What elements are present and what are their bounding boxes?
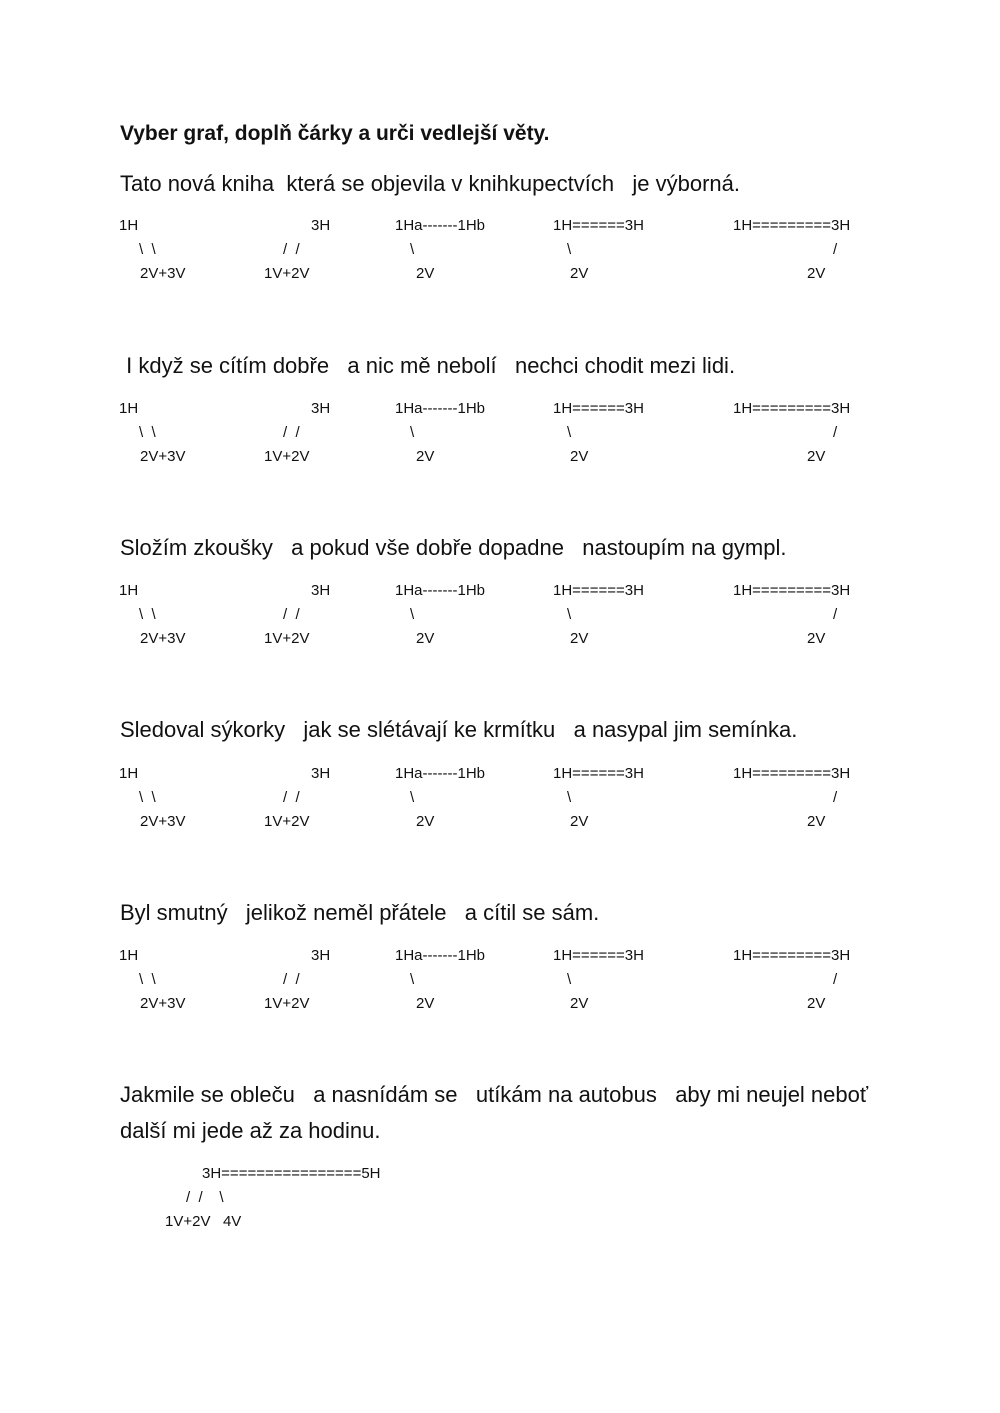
graph-option-5-branches: / — [833, 241, 838, 258]
graph-option-3-branches: \ — [410, 606, 415, 623]
graph-option-5-top[interactable]: 1H=========3H — [733, 217, 851, 234]
graph-option-4-top[interactable]: 1H======3H — [553, 582, 644, 599]
graph-option-4-branches: \ — [567, 606, 572, 623]
graph-option-3-branches: \ — [410, 241, 415, 258]
graph-option-1-branches: \ \ — [139, 241, 156, 258]
exercise-sentence: Sledoval sýkorky jak se slétávají ke krmítku a nasypal jim semínka. — [120, 717, 798, 742]
graph-option-3-bottom[interactable]: 2V — [416, 995, 435, 1012]
graph-option-5-branches: / — [833, 606, 838, 623]
graph-option-1-branches: \ \ — [139, 789, 156, 806]
graph-options — [0, 582, 1000, 662]
exercise-sentence: I když se cítím dobře a nic mě nebolí nechci chodit mezi lidi. — [120, 353, 736, 378]
graph-option-2-branches: / / — [283, 789, 300, 806]
graph-option-5-branches: / — [833, 789, 838, 806]
final-graph-top: 3H================5H — [202, 1165, 381, 1182]
graph-option-4-top[interactable]: 1H======3H — [553, 765, 644, 782]
worksheet-heading: Vyber graf, doplň čárky a urči vedlejší věty. — [120, 122, 550, 145]
graph-option-5-top[interactable]: 1H=========3H — [733, 765, 851, 782]
graph-option-5-top[interactable]: 1H=========3H — [733, 400, 851, 417]
graph-option-1-top[interactable]: 1H — [119, 582, 139, 599]
graph-option-3-top[interactable]: 1Ha-------1Hb — [395, 400, 485, 417]
graph-option-3-bottom[interactable]: 2V — [416, 265, 435, 282]
graph-option-2-branches: / / — [283, 971, 300, 988]
final-graph-bottom: 1V+2V 4V — [165, 1213, 242, 1230]
graph-option-1-top[interactable]: 1H — [119, 765, 139, 782]
graph-option-2-bottom[interactable]: 1V+2V — [264, 995, 310, 1012]
graph-option-4-bottom[interactable]: 2V — [570, 995, 589, 1012]
graph-option-2-branches: / / — [283, 606, 300, 623]
graph-option-3-top[interactable]: 1Ha-------1Hb — [395, 947, 485, 964]
graph-option-1-branches: \ \ — [139, 971, 156, 988]
graph-option-4-top[interactable]: 1H======3H — [553, 947, 644, 964]
graph-option-3-branches: \ — [410, 424, 415, 441]
graph-option-4-branches: \ — [567, 789, 572, 806]
graph-option-4-bottom[interactable]: 2V — [570, 630, 589, 647]
graph-option-1-top[interactable]: 1H — [119, 217, 139, 234]
graph-options — [0, 400, 1000, 480]
graph-option-5-bottom[interactable]: 2V — [807, 265, 826, 282]
graph-option-2-branches: / / — [283, 424, 300, 441]
graph-options — [0, 217, 1000, 297]
graph-option-1-bottom[interactable]: 2V+3V — [140, 995, 186, 1012]
graph-option-1-bottom[interactable]: 2V+3V — [140, 265, 186, 282]
graph-option-3-bottom[interactable]: 2V — [416, 813, 435, 830]
graph-option-2-bottom[interactable]: 1V+2V — [264, 448, 310, 465]
graph-option-5-bottom[interactable]: 2V — [807, 448, 826, 465]
graph-option-3-bottom[interactable]: 2V — [416, 630, 435, 647]
graph-option-5-bottom[interactable]: 2V — [807, 995, 826, 1012]
graph-option-2-bottom[interactable]: 1V+2V — [264, 265, 310, 282]
graph-option-2-branches: / / — [283, 241, 300, 258]
graph-option-4-bottom[interactable]: 2V — [570, 813, 589, 830]
graph-options — [0, 947, 1000, 1027]
graph-option-2-top[interactable]: 3H — [311, 400, 331, 417]
graph-option-1-bottom[interactable]: 2V+3V — [140, 630, 186, 647]
graph-option-4-bottom[interactable]: 2V — [570, 448, 589, 465]
graph-option-4-branches: \ — [567, 971, 572, 988]
graph-option-3-branches: \ — [410, 789, 415, 806]
graph-option-3-top[interactable]: 1Ha-------1Hb — [395, 582, 485, 599]
graph-option-2-top[interactable]: 3H — [311, 217, 331, 234]
exercise-sentence: Složím zkoušky a pokud vše dobře dopadne nastoupím na gympl. — [120, 535, 787, 560]
graph-option-2-top[interactable]: 3H — [311, 947, 331, 964]
graph-option-3-top[interactable]: 1Ha-------1Hb — [395, 765, 485, 782]
graph-option-2-top[interactable]: 3H — [311, 582, 331, 599]
graph-option-2-bottom[interactable]: 1V+2V — [264, 813, 310, 830]
exercise-sentence: Byl smutný jelikož neměl přátele a cítil se sám. — [120, 900, 600, 925]
graph-option-5-branches: / — [833, 424, 838, 441]
graph-option-1-bottom[interactable]: 2V+3V — [140, 813, 186, 830]
graph-option-4-top[interactable]: 1H======3H — [553, 400, 644, 417]
graph-option-3-bottom[interactable]: 2V — [416, 448, 435, 465]
graph-option-5-bottom[interactable]: 2V — [807, 813, 826, 830]
graph-option-1-top[interactable]: 1H — [119, 400, 139, 417]
graph-options — [0, 765, 1000, 845]
graph-option-5-top[interactable]: 1H=========3H — [733, 582, 851, 599]
exercise-sentence: Jakmile se obleču a nasnídám se utíkám na autobus aby mi neujel neboť další mi jede až za hodinu. — [120, 1082, 875, 1143]
final-graph-branches: / / \ — [186, 1189, 224, 1206]
graph-option-4-bottom[interactable]: 2V — [570, 265, 589, 282]
graph-option-5-top[interactable]: 1H=========3H — [733, 947, 851, 964]
graph-option-1-branches: \ \ — [139, 424, 156, 441]
graph-option-2-top[interactable]: 3H — [311, 765, 331, 782]
graph-option-1-branches: \ \ — [139, 606, 156, 623]
graph-option-4-top[interactable]: 1H======3H — [553, 217, 644, 234]
graph-option-1-top[interactable]: 1H — [119, 947, 139, 964]
exercise-sentence: Tato nová kniha která se objevila v knihkupectvích je výborná. — [120, 171, 741, 196]
graph-option-3-top[interactable]: 1Ha-------1Hb — [395, 217, 485, 234]
graph-option-2-bottom[interactable]: 1V+2V — [264, 630, 310, 647]
final-graph — [0, 1165, 1000, 1245]
graph-option-1-bottom[interactable]: 2V+3V — [140, 448, 186, 465]
graph-option-4-branches: \ — [567, 241, 572, 258]
graph-option-4-branches: \ — [567, 424, 572, 441]
graph-option-5-bottom[interactable]: 2V — [807, 630, 826, 647]
graph-option-3-branches: \ — [410, 971, 415, 988]
graph-option-5-branches: / — [833, 971, 838, 988]
